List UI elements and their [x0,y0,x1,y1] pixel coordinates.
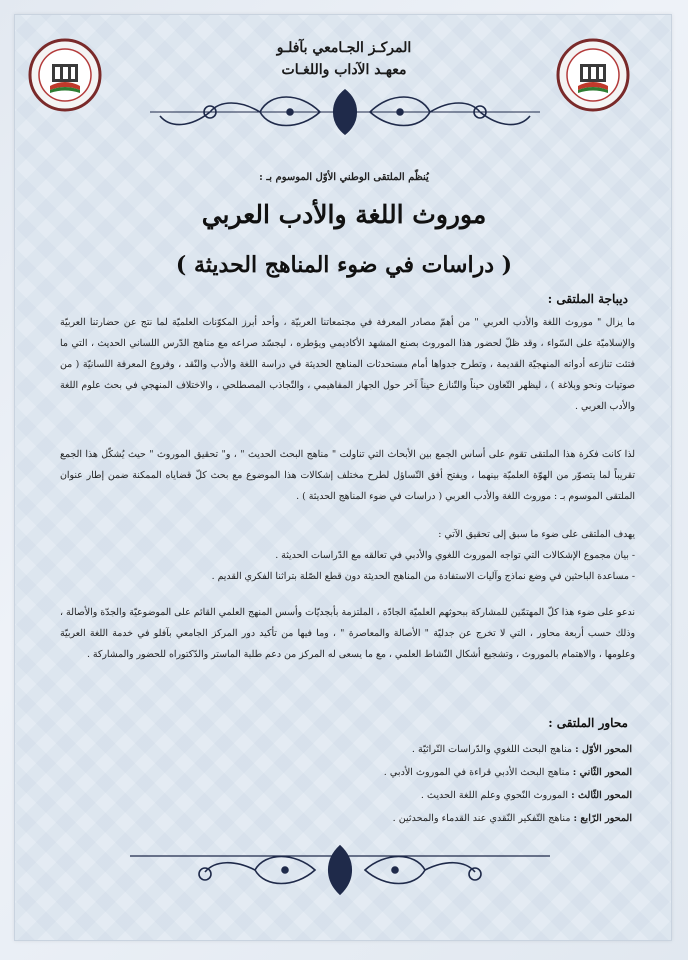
axes-heading: محاور الملتقى : [548,716,628,730]
university-seal-icon [28,38,102,112]
axis-item: المحور الأوّل : مناهج البحث اللغوي والدّراسات التّراثيّة . [411,744,632,755]
axis-item: المحور الثّاني : مناهج البحث الأدبي قراءة في الموروث الأدبي . [383,767,632,778]
objectives-lead: يهدف الملتقى على ضوء ما سبق إلى تحقيق الآتي : [438,529,635,540]
ornament-divider-bottom [130,840,550,900]
objectives-block [60,524,635,587]
axis-item: المحور الرّابع : مناهج التّفكير النّقدي عند القدماء والمحدثين . [392,813,632,824]
preamble-heading: ديباجة الملتقى : [547,292,628,306]
university-seal-icon [556,38,630,112]
preamble-paragraph-1: ما يزال " موروث اللغة والأدب العربي " من أهمّ مصادر المعرفة في مجتمعاتنا العربيّة ، وأحد أبرز المكوّنات العلميّة لما نتج عن حضارتنا العربيّة والإسلاميّة على السّواء ، وقد ظلّ لحضور هذا الموروث بصنع المشهد الأكاديمي ويؤطره ، ليجسّد صراعه مع مناهج الدّرس اللساني الحديث ، التي ما فتئت تنازعه أدواته المنهجيّة القديمة ، وتطرح جدواها أمام مستحدثات المناهج الحديثة في دراسة اللغة والأدب والنّقد ، وفروع المعرفة اللسانيّة ( من صوتيات ونحو وبلاغة ) ، ليظهر التّعاون حيناً والتّنازع حيناً آخر حول الجهاز المفاهيمي ، والتّجاذب المصطلحي ، والاختلاف المنهجي في بحث علوم اللغة والأدب العربي . [60,317,635,412]
preamble-paragraph-4: ندعو على ضوء هذا كلّ المهتمّين للمشاركة ببحوثهم العلميّة الجادّة ، الملتزمة بأبجديّات وأسس المنهج العلمي القائم على الموضوعيّة والجدّة والأصالة ، وذلك حسب أربعة محاور ، التي لا تخرج عن جدليّة " الأصالة والمعاصرة " ، وما فيها من تأكيد دور المركز الجامعي بآفلو في خدمة اللغة العربيّة وعلومها ، والاهتمام بالموروث ، وتشجيع أشكال النّشاط العلمي ، مع ما يسعى له المركز من دعم طلبة الماستر والدّكتوراه للحضور والمشاركة . [60,607,635,660]
conference-title: موروث اللغة والأدب العربي [201,200,487,229]
objective-item: - بيان مجموع الإشكالات التي تواجه الموروث اللغوي والأدبي في تعالقه مع الدّراسات الحديثة . [275,550,635,561]
axis-item: المحور الثّالث : الموروث النّحوي وعلم اللغة الحديث . [420,790,632,801]
axes-list [100,738,632,830]
institute-name: معهـد الآداب واللغـات [281,62,407,78]
intro-line: يُنظّم الملتقى الوطني الأوّل الموسوم بـ : [259,172,429,183]
objective-item: - مساعدة الباحثين في وضع نماذج وآليات الاستفادة من المناهج الحديثة دون قطع الصّلة بتراثنا الفكري القديم . [211,571,635,582]
conference-subtitle: ( دراسات في ضوء المناهج الحديثة ) [175,252,513,278]
institution-name: المركـز الجـامعي بآفلـو [276,40,412,56]
preamble-paragraph-2: لذا كانت فكرة هذا الملتقى تقوم على أساس الجمع بين الأبحاث التي تناولت " مناهج البحث الحديث " ، و" تحقيق الموروث " حيث يُشكّل هذا الجمع تقريباً لما يتصوّر من الهوّة العلميّة بينهما ، ويفتح أفق التّساؤل لطرح مختلف إشكالات هذا الموضوع مع بحث كلّ قضاياه الممكنة ضمن إطار عنوان الملتقى الموسوم بـ : موروث اللغة والأدب العربي ( دراسات في ضوء المناهج الحديثة ) . [60,449,635,502]
ornament-divider-top [150,82,540,142]
